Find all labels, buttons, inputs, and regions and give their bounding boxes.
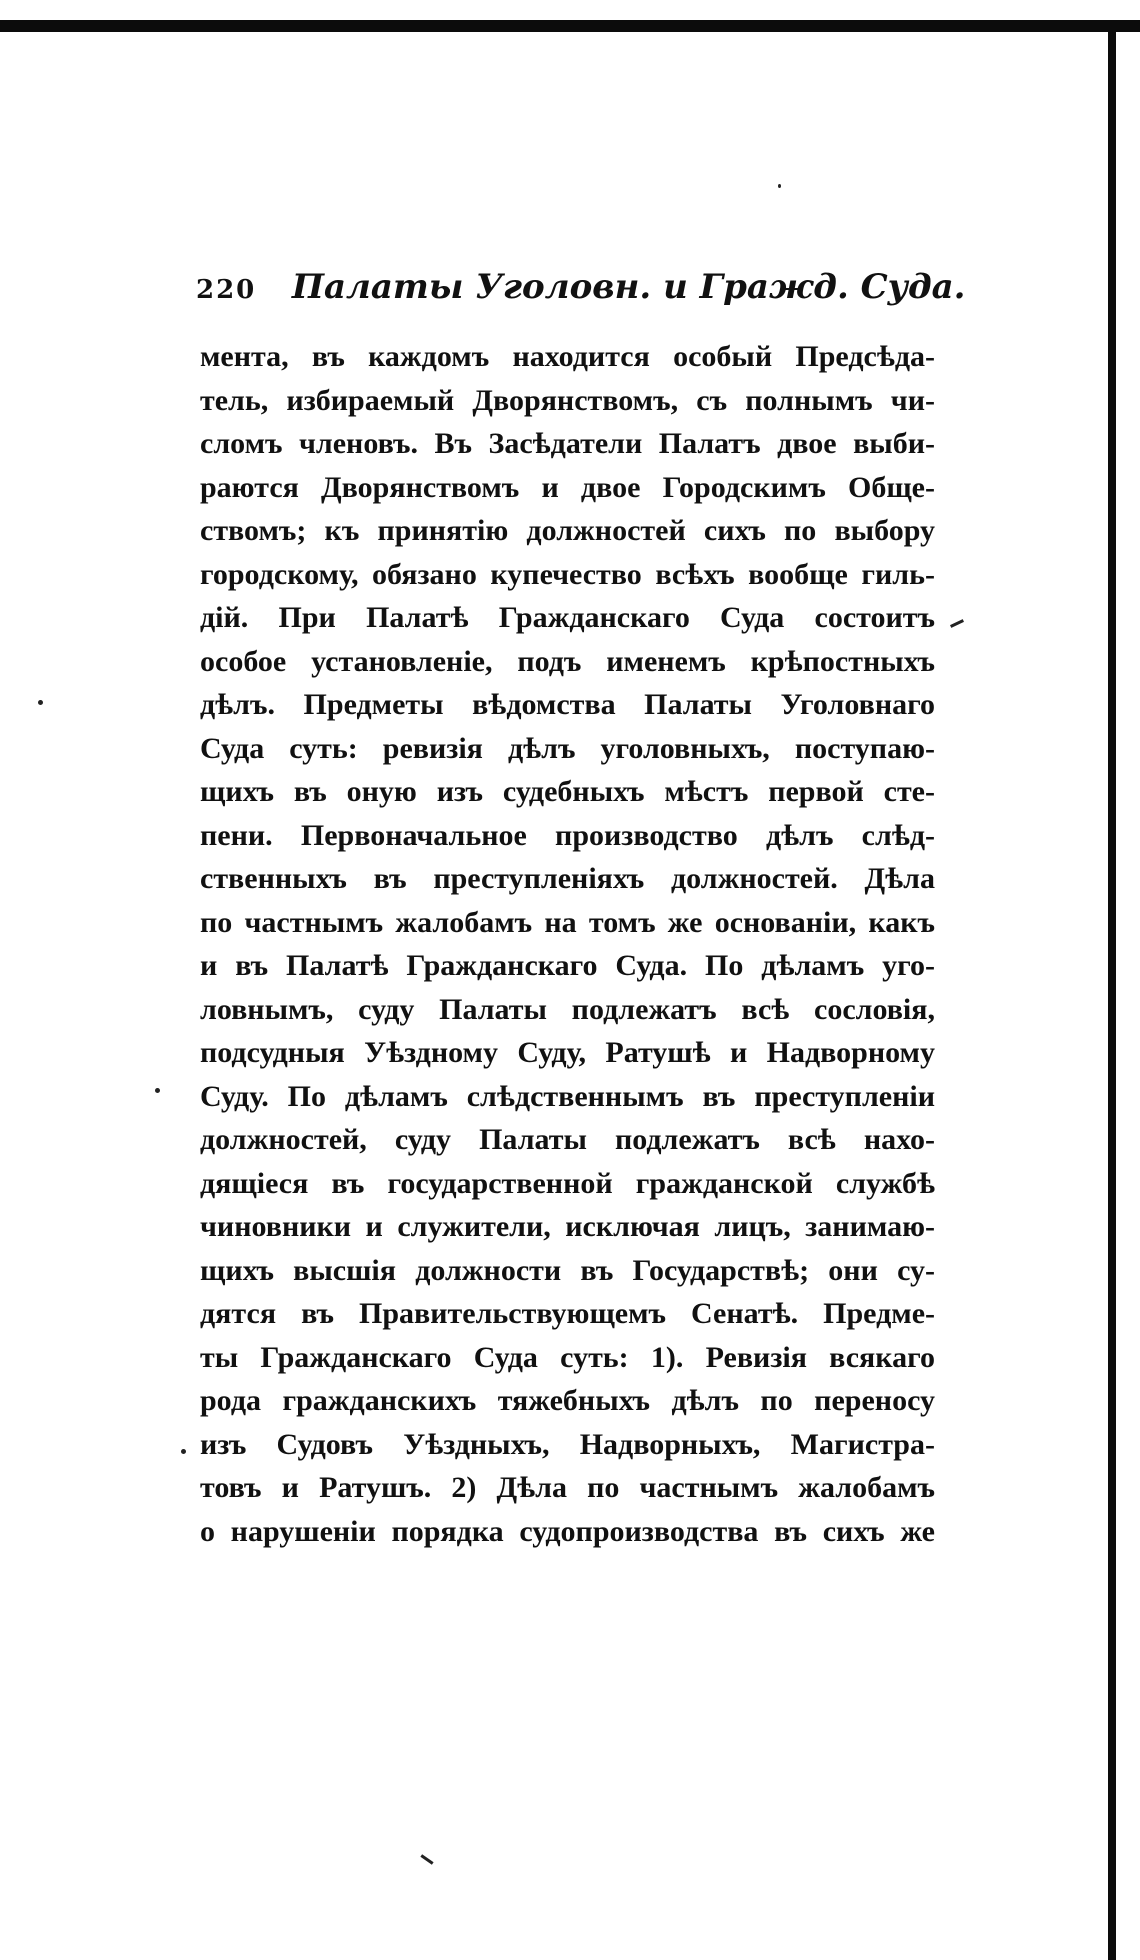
text-line: дящіеся въ государственной гражданской службѣ bbox=[200, 1166, 935, 1200]
text-line: тель, избираемый Дворянствомъ, съ полнымъ чи- bbox=[200, 383, 935, 417]
text-line: ловнымъ, суду Палаты подлежатъ всѣ сословія, bbox=[200, 992, 935, 1026]
running-head bbox=[196, 262, 966, 312]
text-line: дятся въ Правительствующемъ Сенатѣ. Предме- bbox=[200, 1297, 935, 1330]
running-title: Палаты Уголовн. и Гражд. Суда. bbox=[291, 267, 966, 307]
text-line: рода гражданскихъ тяжебныхъ дѣлъ по переносу bbox=[200, 1384, 935, 1417]
text-line: Суду. По дѣламъ слѣдственнымъ въ преступленіи bbox=[200, 1079, 935, 1113]
text-line: щихъ высшія должности въ Государствѣ; они су- bbox=[200, 1253, 935, 1287]
text-line: чиновники и служители, исключая лицъ, занимаю- bbox=[200, 1210, 935, 1243]
text-line: о нарушеніи порядка судопроизводства въ сихъ же bbox=[200, 1514, 935, 1548]
text-line: особое установленіе, подъ именемъ крѣпостныхъ bbox=[200, 644, 935, 678]
text-line: щихъ въ оную изъ судебныхъ мѣстъ первой сте- bbox=[200, 775, 935, 808]
scan-mark bbox=[420, 1854, 433, 1864]
text-line: товъ и Ратушъ. 2) Дѣла по частнымъ жалобамъ bbox=[200, 1471, 935, 1504]
text-line: по частнымъ жалобамъ на томъ же основаніи, какъ bbox=[200, 905, 935, 939]
scan-mark bbox=[950, 619, 964, 628]
text-line: и въ Палатѣ Гражданскаго Суда. По дѣламъ уго- bbox=[200, 949, 935, 982]
page-number: 220 bbox=[196, 275, 257, 305]
right-border-rule bbox=[1108, 20, 1116, 1960]
text-line: подсудныя Уѣздному Суду, Ратушѣ и Надворному bbox=[200, 1036, 935, 1069]
text-line: ствомъ; къ принятію должностей сихъ по выбору bbox=[200, 514, 935, 547]
scan-speck bbox=[38, 700, 43, 705]
scan-speck bbox=[778, 184, 781, 188]
body-text bbox=[200, 335, 935, 1553]
scan-speck bbox=[155, 1088, 160, 1093]
text-line: пени. Первоначальное производство дѣлъ слѣд- bbox=[200, 818, 935, 852]
text-line: мента, въ каждомъ находится особый Предсѣда- bbox=[200, 340, 935, 373]
text-line: ственныхъ въ преступленіяхъ должностей. Дѣла bbox=[200, 862, 935, 895]
text-line: Суда суть: ревизія дѣлъ уголовныхъ, поступаю- bbox=[200, 731, 935, 765]
text-line: дѣлъ. Предметы вѣдомства Палаты Уголовнаго bbox=[200, 688, 935, 721]
text-line: ты Гражданскаго Суда суть: 1). Ревизія всякаго bbox=[200, 1340, 935, 1374]
text-line: изъ Судовъ Уѣздныхъ, Надворныхъ, Магистра- bbox=[200, 1427, 935, 1461]
top-border-rule bbox=[0, 20, 1140, 32]
text-line: дій. При Палатѣ Гражданскаго Суда состоитъ bbox=[200, 601, 935, 634]
text-line: городскому, обязано купечество всѣхъ вообще гиль- bbox=[200, 557, 935, 591]
text-line: сломъ членовъ. Въ Засѣдатели Палатъ двое выби- bbox=[200, 427, 935, 460]
text-line: должностей, суду Палаты подлежатъ всѣ нахо- bbox=[200, 1123, 935, 1156]
text-line: раются Дворянствомъ и двое Городскимъ Обще- bbox=[200, 470, 935, 504]
scan-speck bbox=[181, 1449, 186, 1454]
